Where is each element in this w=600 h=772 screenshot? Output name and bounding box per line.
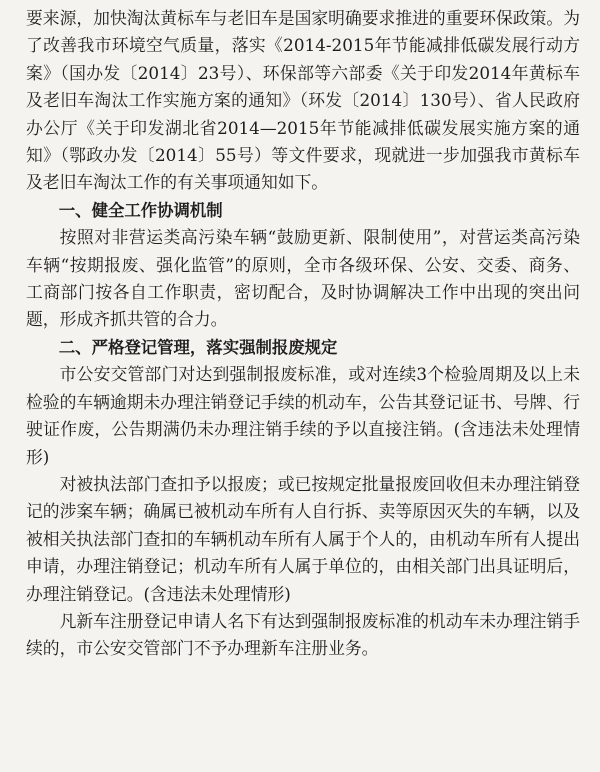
intro-paragraph: 要来源，加快淘汰黄标车与老旧车是国家明确要求推进的重要环保政策。为了改善我市环境空气质量，落实《2014-2015年节能减排低碳发展行动方案》（国办发〔2014〕23号）、环保部等六部委《关于印发2014年黄标车及老旧车淘汰工作实施方案的通知》（环发〔2014〕130号）、省人民政府办公厅《关于印发湖北省2014—2015年节能减排低碳发展实施方案的通知》（鄂政办发〔2014〕55号）等文件要求，现就进一步加强我市黄标车及老旧车淘汰工作的有关事项通知如下。	[26, 8, 580, 193]
section-2-paragraph-2: 对被执法部门查扣予以报废；或已按规定批量报废回收但未办理注销登记的涉案车辆；确属已被机动车所有人自行拆、卖等原因灭失的车辆，以及被相关执法部门查扣的车辆机动车所有人属于个人的，由机动车所有人提出申请，办理注销登记；机动车所有人属于单位的，由相关部门出具证明后，办理注销登记。(含违法未处理情形)	[26, 473, 580, 604]
section-heading-1: 一、健全工作协调机制	[58, 200, 223, 220]
section-2-paragraph-1: 市公安交管部门对达到强制报废标准，或对连续3个检验周期及以上未检验的车辆逾期未办理注销登记手续的机动车，公告其登记证书、号牌、行驶证作废，公告期满仍未办理注销手续的予以直接注销。(含违法未处理情形)	[26, 364, 580, 467]
section-1-paragraph: 按照对非营运类高污染车辆“鼓励更新、限制使用”，对营运类高污染车辆“按期报废、强化监管”的原则，全市各级环保、公安、交委、商务、工商部门按各自工作职责，密切配合，及时协调解决工作中出现的突出问题，形成齐抓共管的合力。	[26, 227, 580, 330]
section-heading-2: 二、严格登记管理，落实强制报废规定	[58, 337, 338, 357]
section-2-paragraph-3: 凡新车注册登记申请人名下有达到强制报废标准的机动车未办理注销手续的，市公安交管部门不予办理新车注册业务。	[26, 610, 580, 659]
